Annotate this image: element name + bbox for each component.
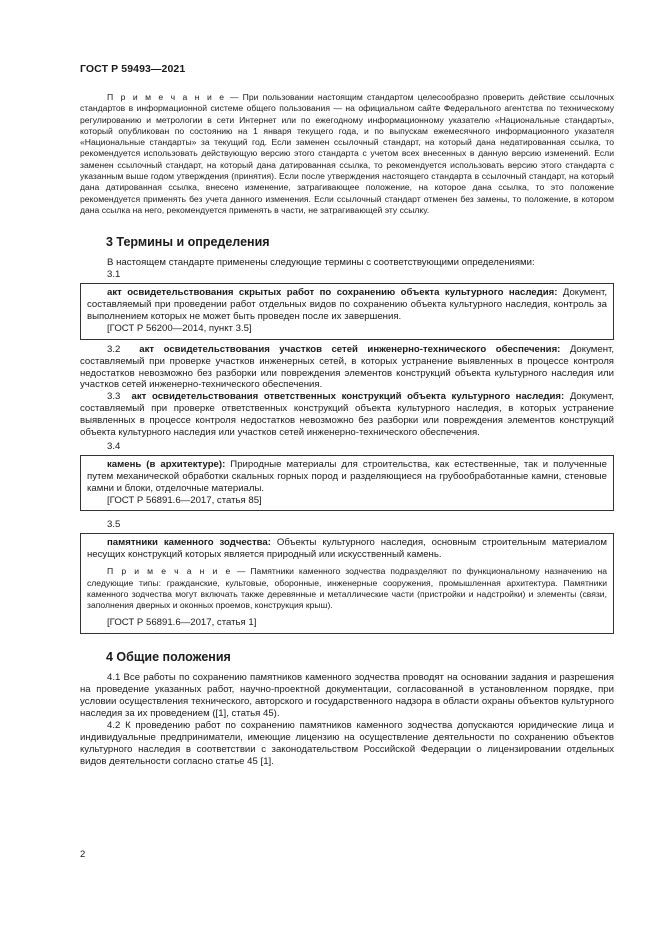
term-3-2 xyxy=(80,344,614,392)
term-3-5-note-text: — Памятники каменного зодчества подразделяют по функциональному назначению на следующие типы: гражданские, культовые, оборонные, инженерные сооружения, промышленная архитектура. Памятники каменного зодчества могут включать также деревянные и металлические части (пристройки и надстройки) и элементы (связи, заполнения дверных и оконных проемов, конструкция крыш). xyxy=(87,566,607,611)
note-label: П р и м е ч а н и е xyxy=(107,92,226,102)
term-3-3-definition: Документ, составляемый при проверке ответственных конструкций объекта культурного наследия, в которых устранение выявленных в процессе контроля недостатков невозможно без разборки или повреждения элементов конструкций объекта культурного наследия или участков сетей инженерно-технического обеспечения. xyxy=(80,391,614,439)
term-3-1-definition: Документ, составляемый при проведении работ отдельных видов по сохранению объекта культурного наследия, контроль за выполнением которых не может быть проведен после их завершения. xyxy=(87,287,608,322)
term-3-5-box xyxy=(80,533,614,634)
term-3-1 xyxy=(87,287,607,323)
clause-4-2: 4.2 К проведению работ по сохранению памятников каменного зодчества допускаются юридические лица и индивидуальные предприниматели, имеющие лицензию на осуществление деятельности по сохранению объектов культурного наследия в соответствии с законодательством Российской Федерации о лицензировании отдельных видов деятельности согласно статье 45 [1]. xyxy=(80,719,614,767)
term-3-1-number: 3.1 xyxy=(107,269,121,281)
term-3-2-title: акт освидетельствования участков сетей инженерно-технического обеспечения: xyxy=(139,343,561,355)
section-4-title: 4 Общие положения xyxy=(106,650,231,665)
clause-4-1: 4.1 Все работы по сохранению памятников каменного зодчества проводят на основании задания и разрешения на проведение указанных работ, научно-проектной документации, согласованной в установленном порядке, при условии осуществления технического, авторского и государственного надзора в области охраны объектов культурного наследия за их проведением ([1], статья 45). xyxy=(80,672,614,720)
term-3-4-title: камень (в архитектуре): xyxy=(107,458,226,470)
term-3-5-note-label: П р и м е ч а н и е xyxy=(107,566,232,577)
term-3-5-note xyxy=(87,566,607,611)
term-3-1-box xyxy=(80,283,614,340)
term-3-4-number: 3.4 xyxy=(107,440,121,452)
term-3-1-reference: [ГОСТ Р 56200—2014, пункт 3.5] xyxy=(107,322,252,334)
term-3-5-number: 3.5 xyxy=(107,519,121,531)
section-3-title: 3 Термины и определения xyxy=(106,235,270,250)
term-3-5-title: памятники каменного зодчества: xyxy=(107,537,271,549)
term-3-5 xyxy=(87,537,607,561)
page-number: 2 xyxy=(80,849,86,860)
term-3-5-definition: Объекты культурного наследия, основным строительным материалом несущих конструкций которых является природный или искусственный камень. xyxy=(87,537,608,561)
term-3-2-number: 3.2 xyxy=(107,343,121,355)
term-3-4-definition: Природные материалы для строительства, как естественные, так и полученные путем механической обработки скальных горных пород и разделяющиеся на грубообработанные камни, стеновые камни и блоки, отделочные материалы. xyxy=(87,458,607,494)
term-3-4-reference: [ГОСТ Р 56891.6—2017, статья 85] xyxy=(107,494,262,506)
document-header: ГОСТ Р 59493—2021 xyxy=(80,63,186,75)
term-3-3-title: акт освидетельствования ответственных конструкций объекта культурного наследия: xyxy=(131,391,565,403)
term-3-2-definition: Документ, составляемый при проверке участков инженерных сетей, в которых устранение выявленных в процессе контроля недостатков невозможно без разборки или повреждения элементов конструкций объекта культурного наследия или участков сетей инженерно-технического обеспечения. xyxy=(80,343,614,391)
term-3-4-box xyxy=(80,455,614,512)
term-3-3-number: 3.3 xyxy=(107,391,121,403)
note-references xyxy=(80,92,614,216)
term-3-4 xyxy=(87,459,607,495)
document-body xyxy=(80,92,614,768)
term-3-1-title: акт освидетельствования скрытых работ по сохранению объекта культурного наследия: xyxy=(107,287,558,299)
term-3-3 xyxy=(80,391,614,439)
section-3-intro: В настоящем стандарте применены следующие термины с соответствующими определениями: xyxy=(107,257,535,269)
term-3-5-reference: [ГОСТ Р 56891.6—2017, статья 1] xyxy=(107,617,257,629)
note-text: — При пользовании настоящим стандартом целесообразно проверить действие ссылочных стандартов в информационной системе общего пользования — на официальном сайте Федерального агентства по техническому регулированию и метрологии в сети Интернет или по ежегодному информационному указателю «Национальные стандарты», который опубликован по состоянию на 1 января текущего года, и по выпускам ежемесячного информационного указателя «Национальные стандарты» за текущий год. Если заменен ссылочный стандарт, на который дана недатированная ссылка, то рекомендуется использовать действующую версию этого стандарта с учетом всех внесенных в данную версию изменений. Если заменен ссылочный стандарт, на который дана датированная ссылка, то рекомендуется использовать версию этого стандарта с указанным выше годом утверждения (принятия). Если после утверждения настоящего стандарта в ссылочный стандарт, на который дана датированная ссылка, внесено изменение, затрагивающее положение, на которое дана ссылка, то это положение рекомендуется применять без учета данного изменения. Если ссылочный стандарт отменен без замены, то положение, в котором дана ссылка на него, рекомендуется применять в части, не затрагивающей эту ссылку. xyxy=(80,92,615,215)
